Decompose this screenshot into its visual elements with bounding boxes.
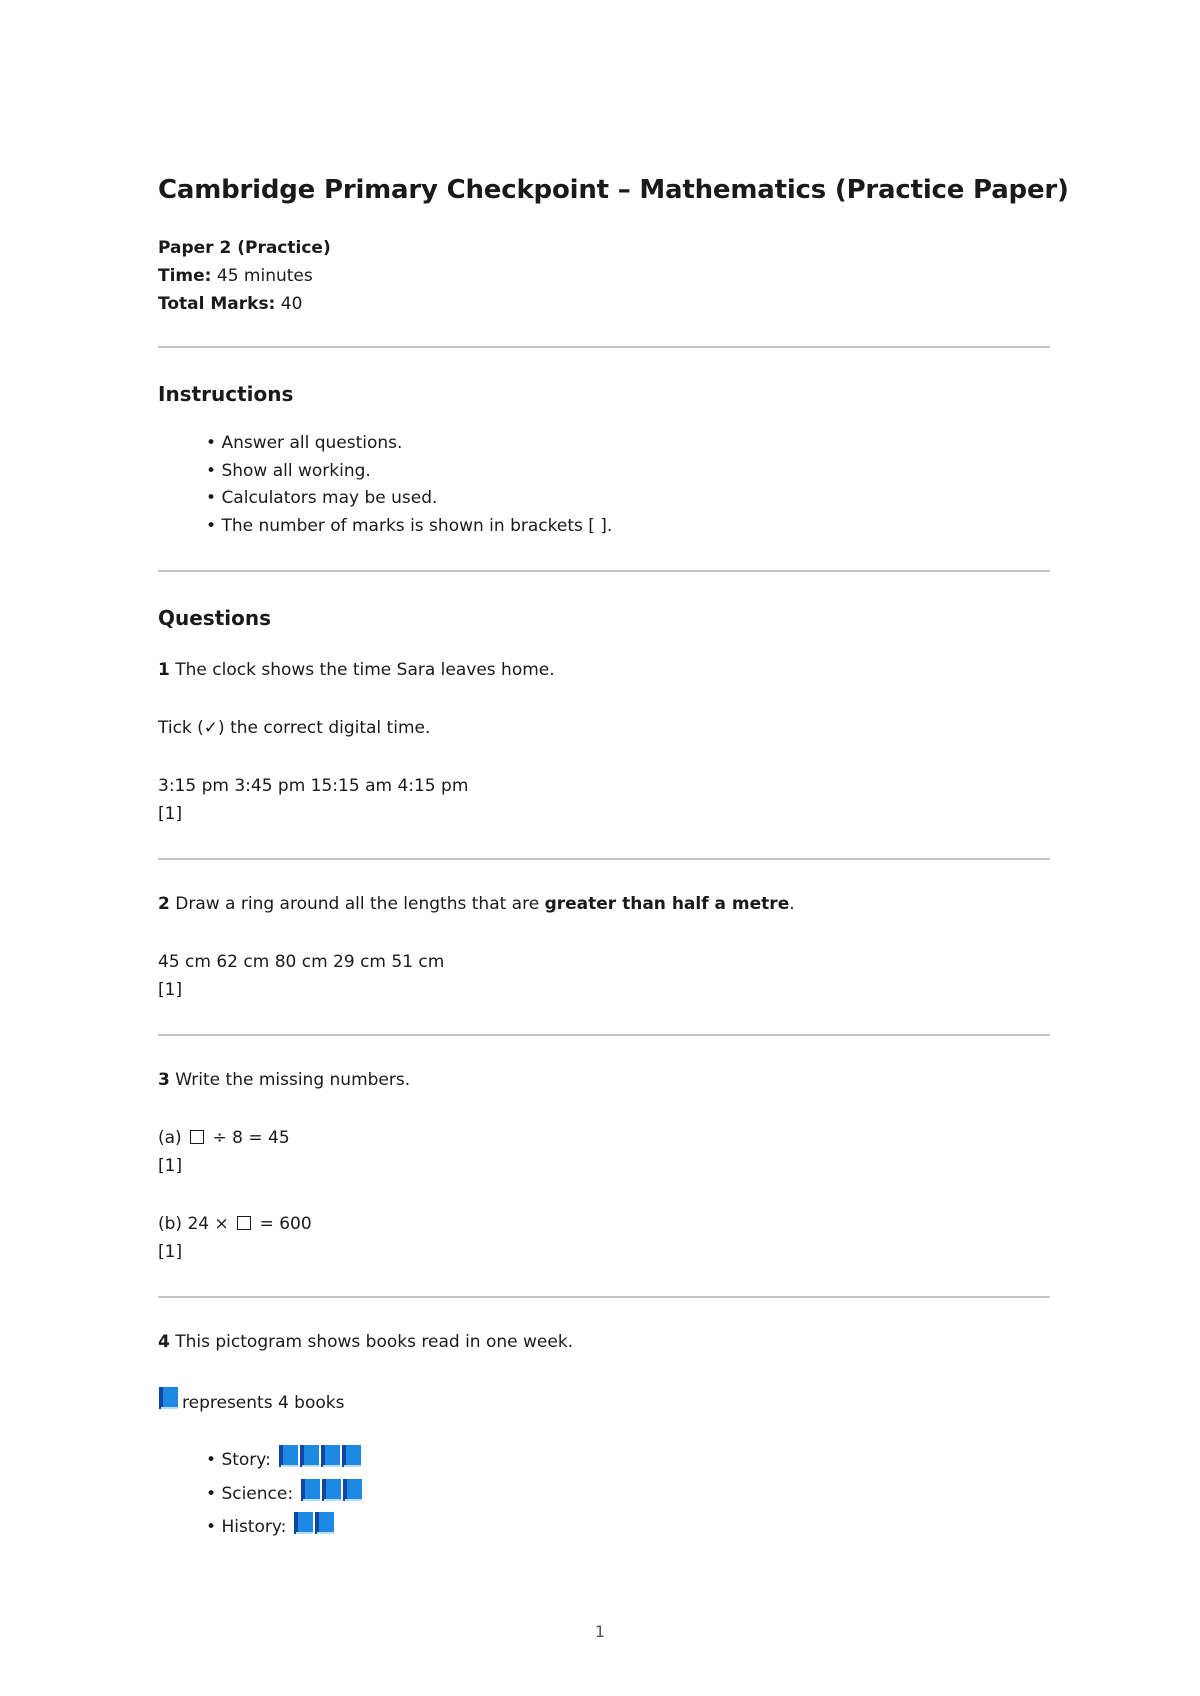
divider [158, 858, 1050, 860]
paper-meta [158, 234, 331, 318]
questions-heading: Questions [158, 606, 272, 630]
pictogram-row: • History: [206, 1511, 364, 1545]
book-icon [300, 1444, 320, 1478]
marks-label: Total Marks: [158, 294, 276, 314]
question-4-text: 4 This pictogram shows books read in one week. [158, 1332, 574, 1352]
pictogram-key: represents 4 books [158, 1386, 344, 1419]
question-1-marks: [1] [158, 804, 183, 824]
divider [158, 1034, 1050, 1036]
pictogram-row: • Story: [206, 1444, 364, 1478]
instruction-item: • Answer all questions. [206, 430, 612, 458]
book-icon [342, 1444, 362, 1478]
pictogram-books [301, 1478, 364, 1512]
pictogram-books [279, 1444, 363, 1478]
question-3-text: 3 Write the missing numbers. [158, 1070, 411, 1090]
instruction-item: • The number of marks is shown in brackets [ ]. [206, 513, 612, 541]
time-label: Time: [158, 266, 212, 286]
instructions-list [206, 430, 612, 540]
question-number: 4 [158, 1332, 170, 1352]
book-icon [279, 1444, 299, 1478]
divider [158, 1296, 1050, 1298]
book-icon [321, 1444, 341, 1478]
book-icon [294, 1511, 314, 1545]
question-2-options: 45 cm 62 cm 80 cm 29 cm 51 cm [158, 952, 445, 972]
question-1-text: 1 The clock shows the time Sara leaves home. [158, 660, 555, 680]
time-value: 45 minutes [216, 266, 313, 286]
paper-title: Cambridge Primary Checkpoint – Mathematics (Practice Paper) [158, 175, 1069, 205]
answer-box-icon [237, 1216, 251, 1230]
book-icon [315, 1511, 335, 1545]
instruction-item: • Show all working. [206, 458, 612, 486]
page-number: 1 [594, 1622, 606, 1641]
pictogram-books [294, 1511, 336, 1545]
book-icon [322, 1478, 342, 1512]
pictogram-row: • Science: [206, 1478, 364, 1512]
divider [158, 570, 1050, 572]
question-3a-marks: [1] [158, 1156, 183, 1176]
book-icon [343, 1478, 363, 1512]
question-2-marks: [1] [158, 980, 183, 1000]
answer-box-icon [190, 1130, 204, 1144]
instruction-item: • Calculators may be used. [206, 485, 612, 513]
instructions-heading: Instructions [158, 382, 294, 406]
question-number: 2 [158, 894, 170, 914]
pictogram [206, 1444, 364, 1545]
book-icon [301, 1478, 321, 1512]
question-3b-marks: [1] [158, 1242, 183, 1262]
question-3b: (b) 24 × = 600 [158, 1214, 312, 1234]
question-2-text: 2 Draw a ring around all the lengths that are greater than half a metre. [158, 894, 795, 914]
divider [158, 346, 1050, 348]
marks-value: 40 [280, 294, 303, 314]
emphasis: greater than half a metre [544, 894, 790, 914]
question-3a: (a) ÷ 8 = 45 [158, 1128, 290, 1148]
question-number: 3 [158, 1070, 170, 1090]
question-1-instruction: Tick (✓) the correct digital time. [158, 718, 431, 738]
question-1-options: 3:15 pm 3:45 pm 15:15 am 4:15 pm [158, 776, 469, 796]
book-icon [158, 1386, 180, 1419]
paper-name: Paper 2 (Practice) [158, 238, 331, 258]
question-number: 1 [158, 660, 170, 680]
